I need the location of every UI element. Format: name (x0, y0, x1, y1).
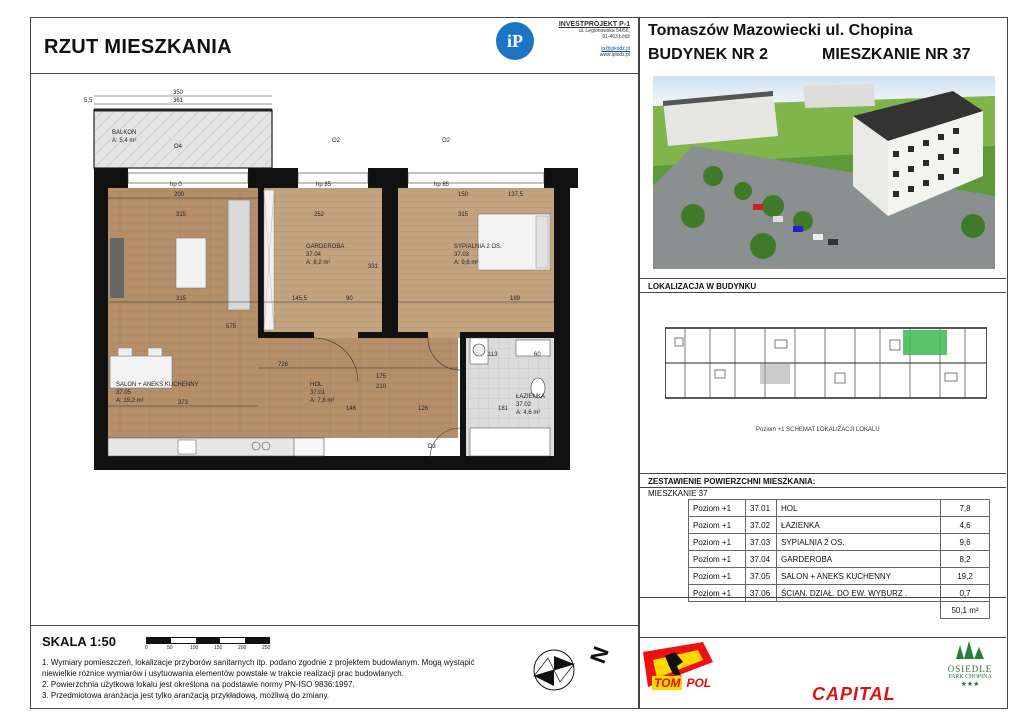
wall-west (94, 168, 108, 470)
render-divider (638, 278, 1006, 279)
room-sypialnia-area: A: 9,6 m² (454, 260, 479, 266)
room-balkon-area: A: 5,4 m² (112, 138, 137, 144)
building-schema (665, 318, 987, 408)
table-row: Poziom +1 37.01 HOL 7,8 (689, 500, 990, 517)
scale-label: SKALA 1:50 (42, 634, 116, 649)
room-sypialnia-code: 37.03 (454, 252, 470, 258)
room-hol-code: 37.01 (310, 390, 326, 396)
note-line-4: 3. Przedmiotowa aranżacja jest tylko aranżacją przykładową, możliwą do zmiany. (42, 691, 330, 700)
table-row: Poziom +1 37.06 ŚCIAN. DZIAŁ. DO EW. WYBURZ . 0,7 (689, 585, 990, 602)
dim-1375: 137,5 (508, 192, 524, 198)
room-salon-area: A: 19,2 m² (116, 398, 144, 404)
room-hol-area: A: 7,8 m² (310, 398, 335, 404)
room-hol-name: HOL (310, 382, 323, 388)
dim-373: 373 (178, 400, 189, 406)
room-salon-name: SALON + ANEKS KUCHENNY (116, 382, 199, 388)
coffee-table (176, 238, 206, 288)
summary-mid-divider (638, 487, 1006, 488)
room-lazienka-name: ŁAZIENKA (516, 394, 546, 400)
table-row: Poziom +1 37.05 SALON + ANEKS KUCHENNY 19,2 (689, 568, 990, 585)
tompol-text (652, 676, 711, 690)
room-lazienka-code: 37.02 (516, 402, 532, 408)
room-lazienka-area: A: 4,6 m² (516, 410, 541, 416)
dim-90: 90 (346, 296, 353, 302)
project-building: BUDYNEK NR 2 (648, 46, 769, 63)
summary-table (688, 499, 990, 619)
project-apartment: MIESZKANIE NR 37 (822, 46, 971, 63)
dim-1455: 145,5 (292, 296, 308, 302)
dim-189: 189 (510, 296, 521, 302)
dim-350: 350 (173, 90, 184, 96)
room-salon-code: 37.05 (116, 390, 132, 396)
hp85-label-1: hp 85 (316, 182, 332, 188)
osiedle-sub: PARK CHOPINA (948, 674, 992, 680)
dim-726: 726 (278, 362, 289, 368)
table-row: Poziom +1 37.02 ŁAZIENKA 4,6 (689, 517, 990, 534)
dim-113: 113 (488, 352, 498, 358)
dim-55: 5,5 (84, 98, 93, 104)
wall-south (94, 456, 570, 470)
room-sypialnia-name: SYPIALNIA 2 OS. (454, 244, 502, 250)
table-total-row (689, 602, 990, 619)
dim-252: 252 (314, 212, 325, 218)
scale-tick-200: 200 (238, 645, 247, 651)
dim-331: 331 (368, 264, 379, 270)
room-garderoba-name: GARDEROBA (306, 244, 345, 250)
header-divider (30, 73, 638, 74)
tv-unit (110, 238, 124, 298)
dim-181: 181 (498, 406, 509, 412)
window-o4: O4 (174, 144, 183, 150)
note-line-2: niewielkie różnice wymiarów i usytuowania elementów powstałe w trakcie realizacji prac budowlanych. (42, 669, 404, 678)
ip-logo-text: iP (507, 31, 523, 51)
localization-heading: LOKALIZACJA W BUDYNKU (648, 282, 757, 291)
scale-bar (146, 637, 270, 644)
hp0-label: hp 0 (170, 182, 182, 188)
sofa (228, 200, 250, 310)
building-render (653, 76, 995, 269)
tree-icon (950, 641, 990, 659)
window-o2-1: O2 (332, 138, 341, 144)
hp85-label-2: hp 85 (434, 182, 450, 188)
osiedle-name: OSIEDLE (947, 664, 993, 674)
room-garderoba-area: A: 8,2 m² (306, 260, 331, 266)
dim-315-c: 315 (458, 212, 469, 218)
dim-146: 146 (346, 406, 357, 412)
hol-floor (258, 338, 458, 438)
kitchen-counter (108, 438, 318, 456)
dim-126: 126 (418, 406, 429, 412)
tompol-logo (643, 642, 713, 700)
scale-tick-50: 50 (167, 645, 173, 651)
tompol-tom: TOM (654, 676, 681, 690)
scale-tick-0: 0 (145, 645, 148, 651)
window-o2-2: O2 (442, 138, 451, 144)
apartment-highlight (903, 330, 947, 355)
capital-logo: CAPITAL (812, 684, 896, 704)
dim-150: 150 (458, 192, 469, 198)
scale-tick-100: 100 (190, 645, 199, 651)
notes-block (42, 657, 532, 701)
company-web[interactable]: www.iplodz.pl (599, 52, 630, 58)
dim-575: 575 (226, 324, 237, 330)
dim-200-a: 200 (174, 192, 185, 198)
compass-icon (530, 646, 578, 694)
scale-tick-250: 250 (262, 645, 271, 651)
tompol-pol: POL (686, 676, 712, 690)
scale-tick-150: 150 (214, 645, 223, 651)
summary-apartment-label: MIESZKANIE 37 (648, 489, 708, 498)
osiedle-stars: ★★★ (960, 681, 980, 688)
osiedle-logo (940, 641, 1000, 688)
dim-210: 210 (376, 384, 387, 390)
localization-divider (638, 292, 1006, 293)
company-address-2: 91-463 Łódź (602, 34, 630, 40)
compass-letter: N (585, 643, 614, 667)
door-d3: D3 (428, 444, 436, 450)
dim-315-a: 315 (176, 212, 187, 218)
summary-heading: ZESTAWIENIE POWIERZCHNI MIESZKANIA: (648, 477, 816, 486)
notes-divider (30, 625, 638, 626)
dim-60: 60 (534, 352, 541, 358)
room-balkon-name: BALKON (112, 130, 137, 136)
summary-total: 50,1 m² (941, 602, 990, 619)
dim-315-b: 315 (176, 296, 187, 302)
wall-east (554, 168, 570, 470)
floor-plan (78, 88, 590, 490)
summary-bottom-divider (638, 597, 1006, 598)
plan-title: RZUT MIESZKANIA (44, 36, 232, 58)
localization-caption: Poziom +1 SCHEMAT LOKALIZACJI LOKALU (756, 427, 880, 433)
room-garderoba-code: 37.04 (306, 252, 322, 258)
logos-divider (638, 637, 1006, 638)
dim-361: 361 (173, 98, 184, 104)
company-name: INVESTPROJEKT P-1 (558, 21, 630, 28)
ip-logo (496, 22, 534, 60)
table-row: Poziom +1 37.04 GARDEROBA 8,2 (689, 551, 990, 568)
note-line-3: 2. Powierzchnia użytkowa lokalu jest określona na podstawie normy PN-ISO 9836:1997. (42, 680, 355, 689)
summary-top-divider (638, 473, 1006, 474)
company-email[interactable]: ip@ipkodz.pl (601, 46, 630, 52)
table-row: Poziom +1 37.03 SYPIALNIA 2 OS. 9,6 (689, 534, 990, 551)
dim-175: 175 (376, 374, 387, 380)
company-address-1: ul. Legionowska 54/56, (578, 28, 630, 34)
project-location: Tomaszów Mazowiecki ul. Chopina (648, 22, 913, 39)
note-line-1: 1. Wymiary pomieszczeń, lokalizacje przyborów sanitarnych itp. podano zgodnie z projektem budowlanym. Mogą wystąpić (42, 658, 475, 667)
bathtub (470, 428, 550, 456)
company-block (540, 22, 630, 58)
